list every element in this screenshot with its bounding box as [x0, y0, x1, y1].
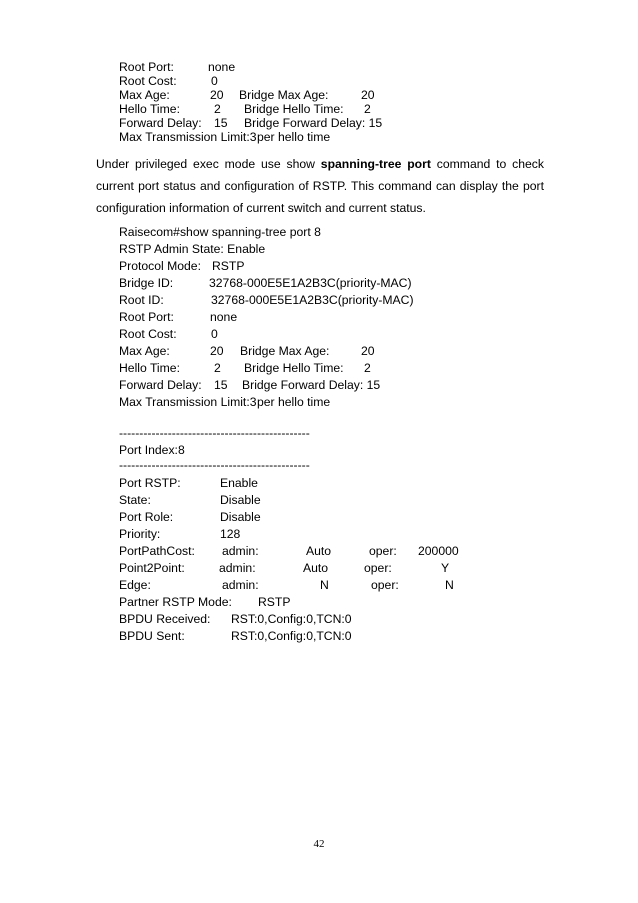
edge-admin-value: N	[320, 578, 329, 592]
edge-oper-label: oper:	[371, 578, 399, 592]
priority-label: Priority:	[119, 527, 161, 541]
priority-value: 128	[220, 527, 241, 541]
paragraph-command: spanning-tree port	[320, 157, 431, 171]
state-value: Disable	[220, 493, 261, 507]
max-tx-suffix-2: per hello time	[257, 395, 331, 409]
root-port-label-2: Root Port:	[119, 310, 174, 324]
paragraph-text-after: command to check current port status and configuration of RSTP. This command can display the port configuration information of current switch and current status.	[96, 157, 544, 215]
root-cost-value: 0	[211, 74, 218, 88]
bridge-forward-delay-label-2: Bridge Forward Delay: 15	[242, 378, 381, 392]
p2p-label: Point2Point:	[119, 561, 185, 575]
bridge-hello-time-value: 2	[364, 102, 371, 116]
bridge-id-label: Bridge ID:	[119, 276, 174, 290]
max-age-label: Max Age:	[119, 88, 170, 102]
port-role-value: Disable	[220, 510, 261, 524]
path-cost-oper-label: oper:	[369, 544, 397, 558]
paragraph-text-before: Under privileged exec mode use show	[96, 157, 321, 171]
max-age-value-2: 20	[210, 344, 224, 358]
bridge-max-age-value-2: 20	[361, 344, 375, 358]
protocol-mode-value: RSTP	[212, 259, 245, 273]
path-cost-label: PortPathCost:	[119, 544, 195, 558]
bridge-max-age-label-2: Bridge Max Age:	[240, 344, 330, 358]
p2p-oper-value: Y	[441, 561, 450, 575]
forward-delay-value-2: 15	[214, 378, 228, 392]
root-cost-value-2: 0	[211, 327, 218, 341]
p2p-admin-value: Auto	[303, 561, 329, 575]
edge-admin-label: admin:	[222, 578, 259, 592]
bpdu-sent-value: RST:0,Config:0,TCN:0	[231, 629, 352, 643]
forward-delay-label-2: Forward Delay:	[119, 378, 202, 392]
port-index: Port Index:8	[119, 443, 185, 457]
separator-bottom: -----------------------------------------------	[119, 458, 310, 472]
root-cost-label-2: Root Cost:	[119, 327, 177, 341]
bridge-id-value: 32768-000E5E1A2B3C(priority-MAC)	[209, 276, 412, 290]
command-line: Raisecom#show spanning-tree port 8	[119, 225, 321, 239]
hello-time-value-2: 2	[214, 361, 221, 375]
bpdu-received-label: BPDU Received:	[119, 612, 211, 626]
max-tx-label-2: Max Transmission Limit:3	[119, 395, 257, 409]
bridge-forward-delay-label: Bridge Forward Delay: 15	[244, 116, 383, 130]
bridge-hello-time-value-2: 2	[364, 361, 371, 375]
partner-mode-value: RSTP	[258, 595, 291, 609]
p2p-admin-label: admin:	[219, 561, 256, 575]
root-port-value: none	[208, 60, 236, 74]
forward-delay-value: 15	[214, 116, 228, 130]
protocol-mode-label: Protocol Mode:	[119, 259, 201, 273]
bridge-hello-time-label-2: Bridge Hello Time:	[244, 361, 344, 375]
root-id-value: 32768-000E5E1A2B3C(priority-MAC)	[211, 293, 414, 307]
port-rstp-label: Port RSTP:	[119, 476, 181, 490]
page-number: 42	[313, 838, 325, 850]
bridge-hello-time-label: Bridge Hello Time:	[244, 102, 344, 116]
max-age-value: 20	[210, 88, 224, 102]
bridge-max-age-label: Bridge Max Age:	[239, 88, 329, 102]
rstp-admin-state: RSTP Admin State: Enable	[119, 242, 266, 256]
bpdu-sent-label: BPDU Sent:	[119, 629, 185, 643]
root-id-label: Root ID:	[119, 293, 164, 307]
forward-delay-label: Forward Delay:	[119, 116, 202, 130]
path-cost-admin-label: admin:	[222, 544, 259, 558]
hello-time-label: Hello Time:	[119, 102, 180, 116]
port-rstp-value: Enable	[220, 476, 258, 490]
hello-time-label-2: Hello Time:	[119, 361, 180, 375]
edge-oper-value: N	[445, 578, 454, 592]
port-role-label: Port Role:	[119, 510, 174, 524]
state-label: State:	[119, 493, 151, 507]
max-tx-label: Max Transmission Limit:3	[119, 130, 257, 144]
separator-top: -----------------------------------------------	[119, 426, 310, 440]
path-cost-oper-value: 200000	[418, 544, 459, 558]
bpdu-received-value: RST:0,Config:0,TCN:0	[231, 612, 352, 626]
root-cost-label: Root Cost:	[119, 74, 177, 88]
hello-time-value: 2	[214, 102, 221, 116]
p2p-oper-label: oper:	[364, 561, 392, 575]
path-cost-admin-value: Auto	[306, 544, 332, 558]
max-tx-suffix: per hello time	[257, 130, 331, 144]
root-port-value-2: none	[210, 310, 238, 324]
body-paragraph	[96, 153, 544, 219]
max-age-label-2: Max Age:	[119, 344, 170, 358]
partner-mode-label: Partner RSTP Mode:	[119, 595, 232, 609]
bridge-max-age-value: 20	[361, 88, 375, 102]
root-port-label: Root Port:	[119, 60, 174, 74]
edge-label: Edge:	[119, 578, 151, 592]
